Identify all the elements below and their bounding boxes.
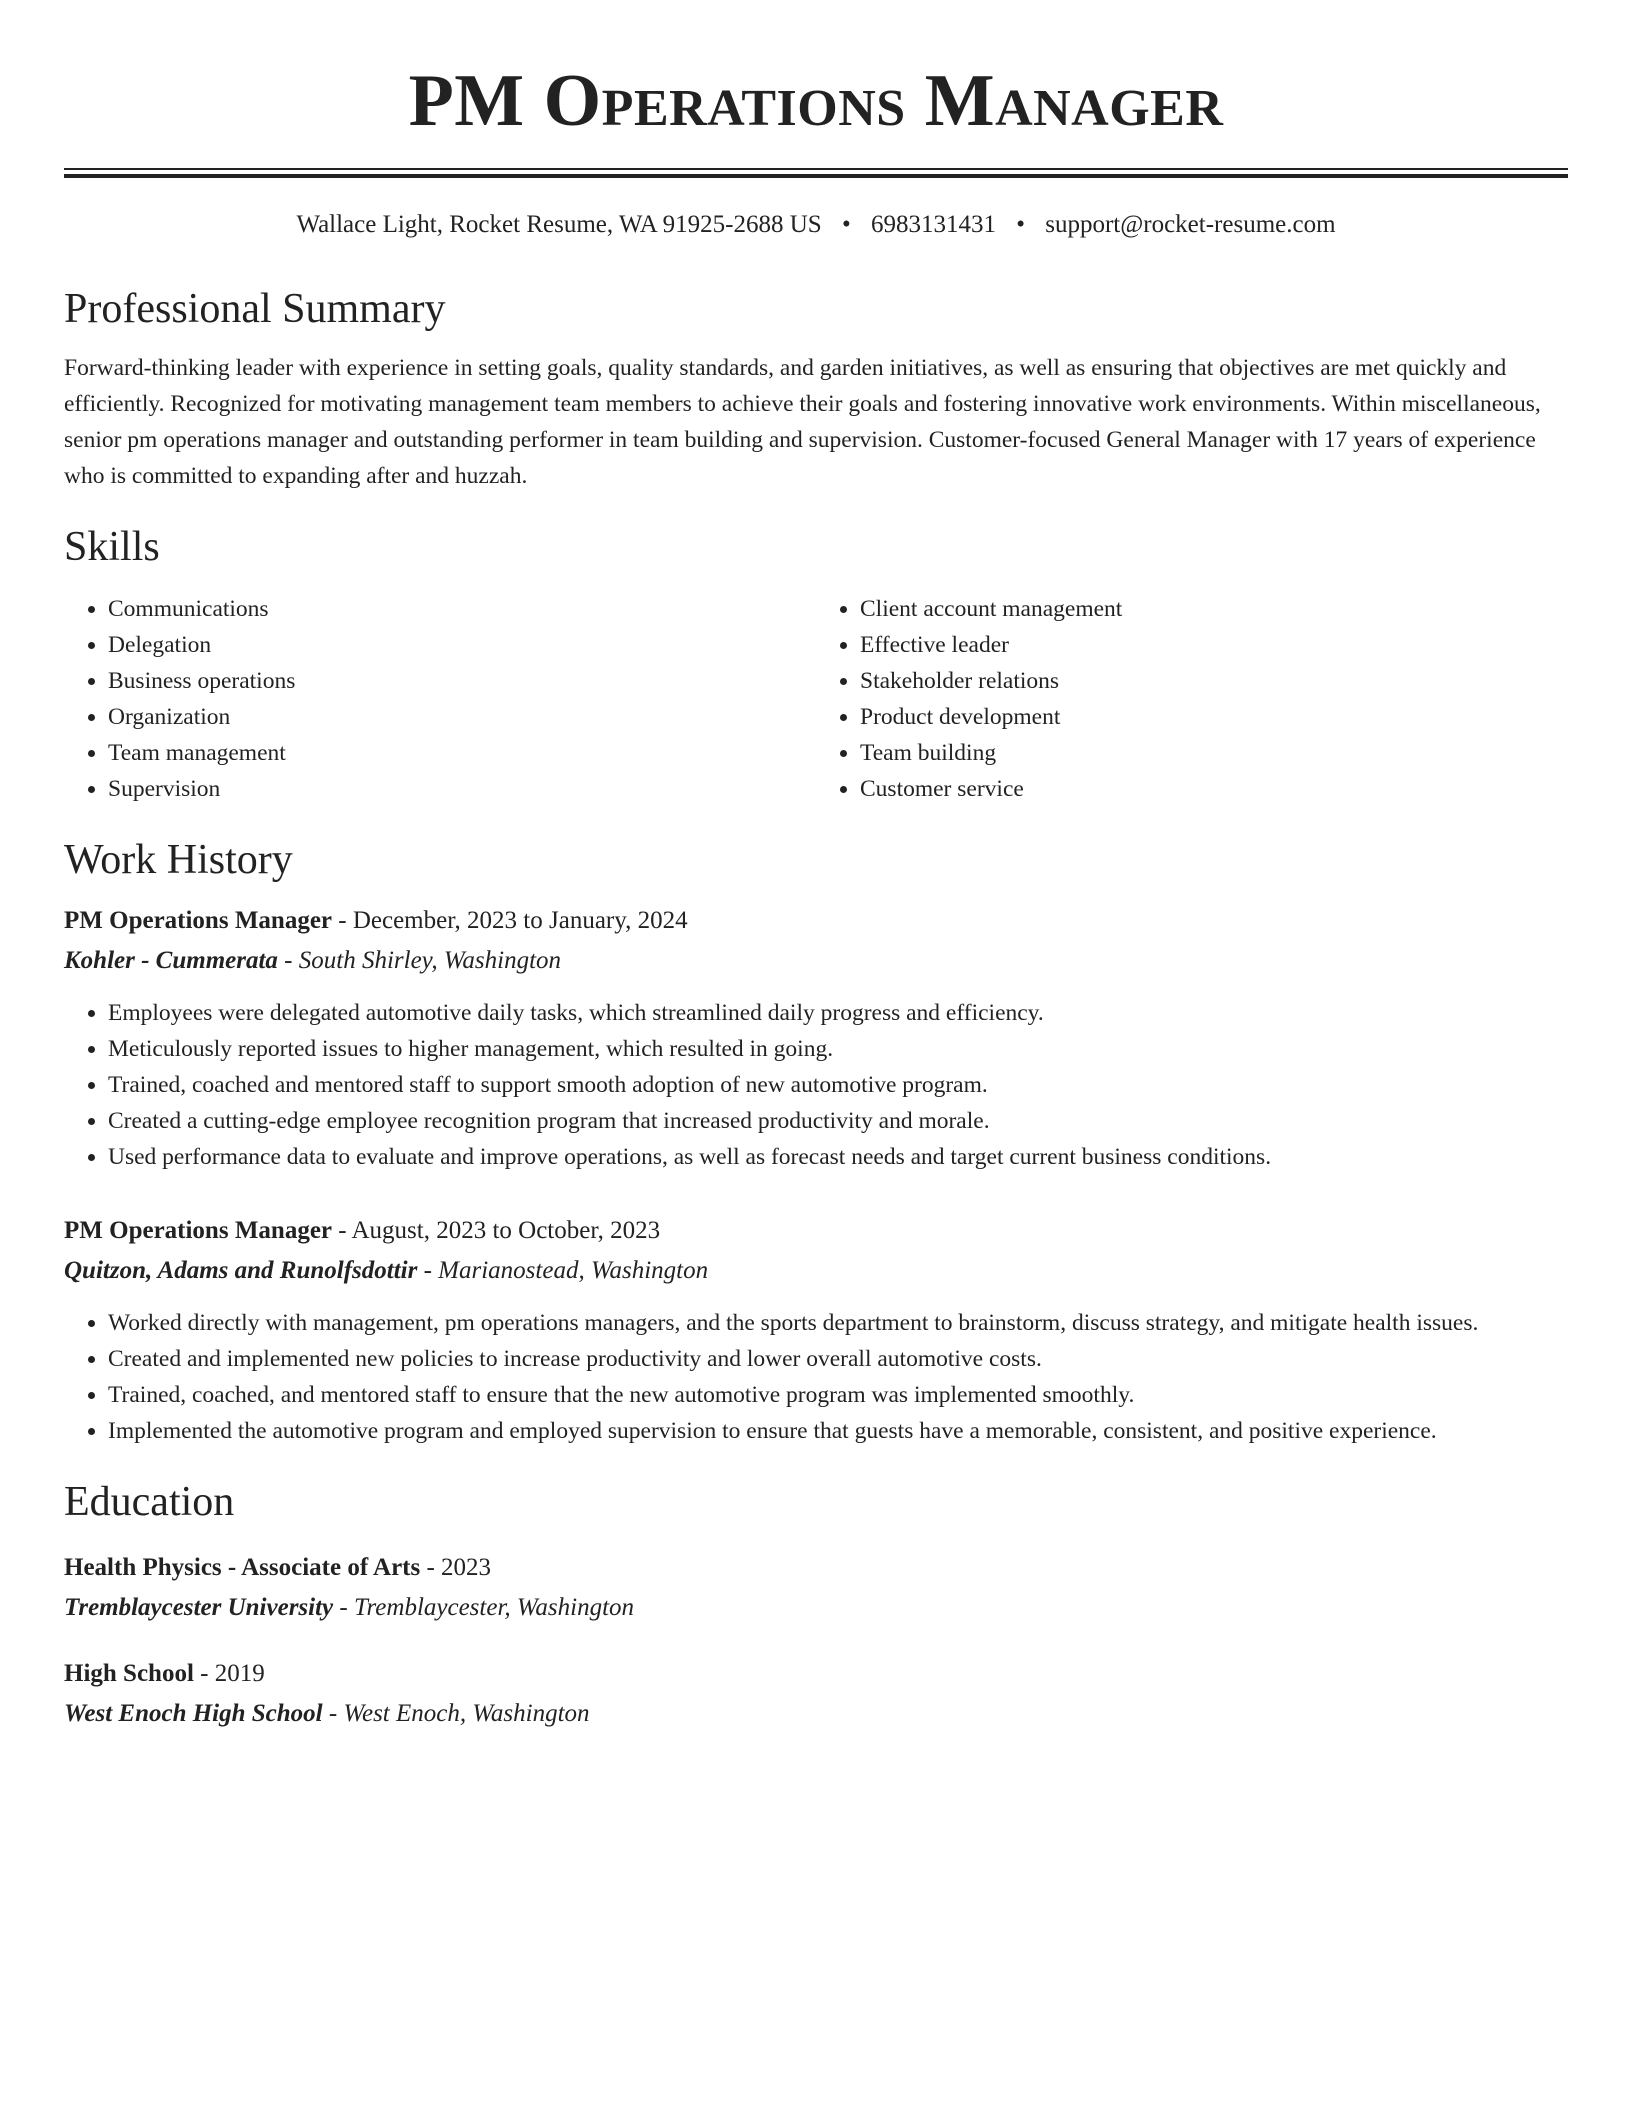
education-year: - 2023 <box>420 1553 492 1581</box>
job-bullet: • Created a cutting-edge employee recognition program that increased productivity and morale. <box>108 1103 1568 1139</box>
education-entry <box>64 1550 1568 1626</box>
job-company: Kohler - Cummerata <box>64 947 278 975</box>
job-location: - South Shirley, Washington <box>277 947 562 975</box>
job-title-line <box>64 1213 1568 1249</box>
skill-item: • Team building <box>860 735 1568 771</box>
job-location: - Marianostead, Washington <box>417 1257 709 1285</box>
skill-item: • Supervision <box>108 771 816 807</box>
job-company-line <box>64 1253 1568 1289</box>
education-school-line <box>64 1696 1568 1732</box>
education-location: - Tremblaycester, Washington <box>333 1593 635 1621</box>
job-bullets <box>64 1305 1568 1449</box>
contact-email: support@rocket-resume.com <box>1045 211 1336 238</box>
job-bullet: • Trained, coached, and mentored staff to ensure that the new automotive program was implemented smoothly. <box>108 1377 1568 1413</box>
title-double-rule <box>64 168 1568 178</box>
job-title: PM Operations Manager <box>64 907 333 935</box>
education-degree: Health Physics - Associate of Arts <box>64 1553 421 1581</box>
education-school-line <box>64 1590 1568 1626</box>
skill-item: • Stakeholder relations <box>860 663 1568 699</box>
contact-separator: • <box>841 211 851 238</box>
contact-line <box>64 210 1568 240</box>
job-title-line <box>64 903 1568 939</box>
skill-item: • Organization <box>108 699 816 735</box>
job-bullet: • Created and implemented new policies to increase productivity and lower overall automotive costs. <box>108 1341 1568 1377</box>
job-bullet: • Trained, coached and mentored staff to support smooth adoption of new automotive program. <box>108 1067 1568 1103</box>
education-degree-line <box>64 1656 1568 1692</box>
education-school: West Enoch High School <box>64 1699 323 1727</box>
education-entry <box>64 1656 1568 1732</box>
job-bullet: • Used performance data to evaluate and improve operations, as well as forecast needs and target current business conditions. <box>108 1139 1568 1175</box>
job-entry <box>64 1213 1568 1449</box>
job-bullet: • Employees were delegated automotive daily tasks, which streamlined daily progress and efficiency. <box>108 995 1568 1031</box>
contact-address: Wallace Light, Rocket Resume, WA 91925-2688 US <box>296 211 822 238</box>
skills-column-left <box>64 591 816 807</box>
job-title: PM Operations Manager <box>64 1217 333 1245</box>
education-degree-line <box>64 1550 1568 1586</box>
job-dates: - August, 2023 to October, 2023 <box>332 1217 661 1245</box>
job-company: Quitzon, Adams and Runolfsdottir <box>64 1257 418 1285</box>
skills-column-right <box>816 591 1568 807</box>
skill-item: • Customer service <box>860 771 1568 807</box>
work-history-heading: Work History <box>64 836 293 883</box>
contact-separator: • <box>1016 211 1025 238</box>
job-bullet: • Implemented the automotive program and employed supervision to ensure that guests have a memorable, consistent, and positive experience. <box>108 1413 1568 1449</box>
contact-phone: 6983131431 <box>870 211 996 238</box>
education-degree: High School <box>64 1659 194 1687</box>
education-heading: Education <box>64 1479 235 1526</box>
skill-item: • Client account management <box>860 591 1568 627</box>
resume-title: PM Operations Manager <box>408 60 1224 142</box>
job-bullet: • Worked directly with management, pm operations managers, and the sports department to brainstorm, discuss strategy, and mitigate health issues. <box>108 1305 1568 1341</box>
skill-item: • Communications <box>108 591 816 627</box>
job-entry <box>64 903 1568 1175</box>
education-location: - West Enoch, Washington <box>322 1699 590 1727</box>
skills-heading: Skills <box>64 524 160 571</box>
skill-item: • Delegation <box>108 627 816 663</box>
summary-text: Forward-thinking leader with experience in setting goals, quality standards, and garden initiatives, as well as ensuring that objectives are met quickly and efficiently. Recognized for motivating management team members to achieve their goals and fostering innovative work environments. Within miscellaneous, senior pm operations manager and outstanding performer in team building and supervision. Customer-focused General Manager with 17 years of experience who is committed to expanding after and huzzah. <box>64 355 1541 490</box>
skill-item: • Business operations <box>108 663 816 699</box>
job-bullet: • Meticulously reported issues to higher management, which resulted in going. <box>108 1031 1568 1067</box>
job-company-line <box>64 943 1568 979</box>
job-bullets <box>64 995 1568 1175</box>
education-year: - 2019 <box>193 1659 265 1687</box>
skill-item: • Team management <box>108 735 816 771</box>
skills-list <box>64 591 1568 807</box>
job-dates: - December, 2023 to January, 2024 <box>332 907 688 935</box>
skill-item: • Effective leader <box>860 627 1568 663</box>
education-school: Tremblaycester University <box>64 1593 334 1621</box>
summary-heading: Professional Summary <box>64 286 446 332</box>
skill-item: • Product development <box>860 699 1568 735</box>
